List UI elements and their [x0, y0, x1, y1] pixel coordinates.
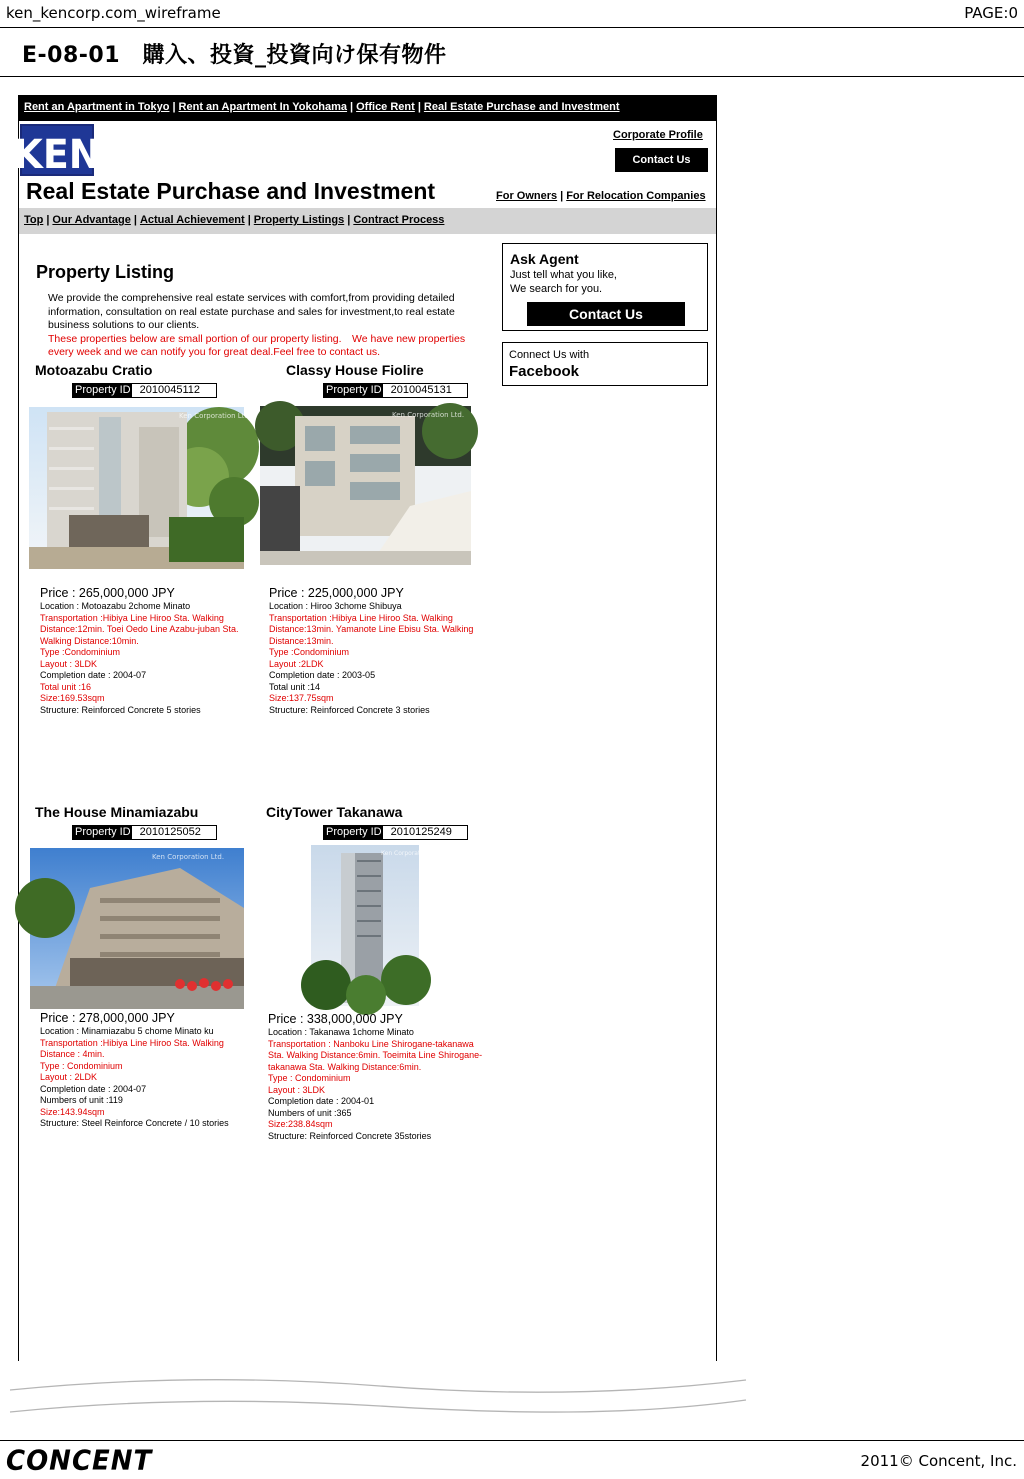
property-name[interactable]: Classy House Fiolire [286, 362, 424, 378]
property-structure: Structure: Steel Reinforce Concrete / 10 stories [40, 1118, 229, 1128]
property-layout: Layout :2LDK [269, 658, 324, 669]
property-id-label: Property ID [75, 826, 131, 838]
ask-agent-contact-button[interactable]: Contact Us [527, 302, 685, 326]
property-type: Type : Condominium [40, 1060, 123, 1071]
facebook-box[interactable] [502, 342, 708, 386]
property-id-box [72, 825, 217, 840]
property-layout: Layout : 3LDK [40, 658, 98, 669]
property-id-box [72, 383, 217, 398]
property-type: Type :Condominium [40, 647, 121, 657]
top-navigation: Rent an Apartment in Tokyo | Rent an Apartment In Yokohama | Office Rent | Real Estate Purchase and Investment [18, 96, 717, 121]
property-id-box [323, 383, 468, 398]
owner-links: For Owners | For Relocation Companies [496, 190, 706, 202]
property-layout: Layout : 3LDK [268, 1084, 326, 1095]
property-transport: Transportation :Hibiya Line Hiroo Sta. Walking Distance : 4min. [40, 1037, 224, 1059]
page-title: Real Estate Purchase and Investment [26, 178, 436, 204]
svg-text:Ken Corporation Ltd.: Ken Corporation Ltd. [179, 412, 252, 420]
facebook-line1: Connect Us with [509, 349, 590, 361]
property-size: Size:238.84sqm [268, 1119, 333, 1129]
property-structure: Structure: Reinforced Concrete 35stories [268, 1130, 432, 1141]
property-photo[interactable] [29, 407, 252, 569]
wireframe-page-title: E-08-01 購入、投資_投資向け保有物件 [22, 43, 447, 68]
wireframe-page-number: PAGE:0 [964, 4, 1018, 22]
subnav-contract-process[interactable]: Contract Process [353, 214, 445, 226]
for-relocation-link[interactable]: For Relocation Companies [566, 190, 706, 202]
concent-logo: CONCENT [6, 1445, 153, 1477]
footer-divider [0, 1440, 1024, 1441]
ask-agent-line1: Just tell what you like, [510, 269, 617, 281]
property-id-label: Property ID [75, 384, 131, 396]
svg-text:Ken Corporation Ltd.: Ken Corporation Ltd. [381, 850, 443, 857]
property-id-value: 2010125249 [390, 826, 452, 838]
page-break-wave-icon [10, 1372, 750, 1422]
property-price: Price : 225,000,000 JPY [269, 586, 404, 600]
property-price: Price : 338,000,000 JPY [268, 1012, 403, 1026]
property-completion: Completion date : 2003-05 [269, 670, 376, 680]
property-location: Location : Takanawa 1chome Minato [268, 1027, 414, 1037]
property-photo[interactable] [311, 845, 443, 1006]
property-details [269, 586, 491, 716]
property-completion: Completion date : 2004-01 [268, 1096, 375, 1106]
property-name[interactable]: Motoazabu Cratio [35, 362, 153, 378]
property-location: Location : Minamiazabu 5 chome Minato ku [40, 1026, 214, 1036]
subnav-top[interactable]: Top [24, 214, 44, 226]
wireframe-site-name: ken_kencorp.com_wireframe [6, 4, 221, 22]
facebook-line2: Facebook [509, 363, 580, 380]
svg-text:Ken Corporation Ltd.: Ken Corporation Ltd. [152, 853, 225, 861]
nav-rent-tokyo[interactable]: Rent an Apartment in Tokyo [24, 101, 170, 113]
property-details [40, 586, 250, 716]
property-location: Location : Motoazabu 2chome Minato [40, 601, 191, 611]
ask-agent-line2: We search for you. [510, 283, 603, 295]
property-id-value: 2010045112 [139, 384, 201, 396]
property-units: Total unit :16 [40, 681, 92, 692]
ask-agent-heading: Ask Agent [510, 251, 579, 267]
corporate-profile-link[interactable]: Corporate Profile [613, 129, 703, 141]
sub-navigation: Top | Our Advantage | Actual Achievement | Property Listings | Contract Process [19, 208, 716, 234]
nav-rent-yokohama[interactable]: Rent an Apartment In Yokohama [178, 101, 348, 113]
property-price: Price : 278,000,000 JPY [40, 1011, 175, 1025]
subnav-our-advantage[interactable]: Our Advantage [52, 214, 131, 226]
logo-text: KEN [13, 132, 101, 179]
property-completion: Completion date : 2004-07 [40, 1083, 147, 1094]
property-size: Size:169.53sqm [40, 693, 105, 703]
property-id-label: Property ID [326, 384, 382, 396]
property-size: Size:143.94sqm [40, 1106, 105, 1117]
nav-office-rent[interactable]: Office Rent [356, 101, 415, 113]
property-layout: Layout : 2LDK [40, 1072, 98, 1082]
property-transport: Transportation : Nanboku Line Shirogane-takanawa Sta. Walking Distance:6min. Toeimita Line Shirogane-takanawa Sta. Walking Distance:6min. [268, 1038, 483, 1072]
property-units: Total unit :14 [269, 681, 321, 692]
property-id-value: 2010045131 [390, 384, 452, 396]
property-type: Type :Condominium [269, 647, 350, 657]
property-structure: Structure: Reinforced Concrete 3 stories [269, 704, 430, 715]
property-completion: Completion date : 2004-07 [40, 670, 147, 680]
ken-logo[interactable] [13, 124, 101, 179]
ask-agent-box [502, 243, 708, 331]
property-price: Price : 265,000,000 JPY [40, 586, 175, 600]
contact-us-button[interactable]: Contact Us [615, 148, 708, 172]
wireframe-header-bar [0, 0, 1024, 28]
property-name[interactable]: The House Minamiazabu [35, 804, 199, 820]
property-photo[interactable] [260, 406, 471, 565]
property-size: Size:137.75sqm [269, 693, 334, 703]
listing-intro [48, 292, 488, 360]
property-units: Numbers of unit :119 [40, 1095, 123, 1105]
property-details [268, 1012, 483, 1142]
property-structure: Structure: Reinforced Concrete 5 stories [40, 704, 201, 715]
property-id-label: Property ID [326, 826, 382, 838]
property-transport: Transportation :Hibiya Line Hiroo Sta. Walking Distance:12min. Toei Oedo Line Azabu-juban Sta. Walking Distance:10min. [40, 612, 239, 646]
intro-red-text: These properties below are small portion of our property listing. We have new properties every week and we can notify you for great deal.Feel free to contact us. [48, 332, 466, 358]
intro-text: We provide the comprehensive real estate services with comfort,from providing detailed information, consultation on real estate purchase and sales for investment,to real estate business solutions to our clients. [48, 292, 455, 331]
property-name[interactable]: CityTower Takanawa [266, 804, 403, 820]
subnav-actual-achievement[interactable]: Actual Achievement [139, 214, 245, 226]
svg-text:Ken Corporation Ltd.: Ken Corporation Ltd. [392, 411, 465, 419]
property-listing-heading: Property Listing [36, 262, 175, 282]
property-units: Numbers of unit :365 [268, 1107, 352, 1118]
subnav-property-listings[interactable]: Property Listings [253, 214, 345, 226]
nav-real-estate-purchase[interactable]: Real Estate Purchase and Investment [423, 101, 620, 113]
property-type: Type : Condominium [268, 1073, 351, 1083]
copyright-text: 2011© Concent, Inc. [860, 1452, 1017, 1470]
property-transport: Transportation :Hibiya Line Hiroo Sta. Walking Distance:13min. Yamanote Line Ebisu Sta. Walking Distance:13min. [269, 612, 474, 646]
property-details [40, 1011, 255, 1130]
property-photo[interactable] [30, 848, 244, 1009]
property-id-value: 2010125052 [139, 826, 201, 838]
title-divider [0, 76, 1024, 77]
property-location: Location : Hiroo 3chome Shibuya [269, 601, 402, 611]
for-owners-link[interactable]: For Owners [496, 190, 558, 202]
property-id-box [323, 825, 468, 840]
